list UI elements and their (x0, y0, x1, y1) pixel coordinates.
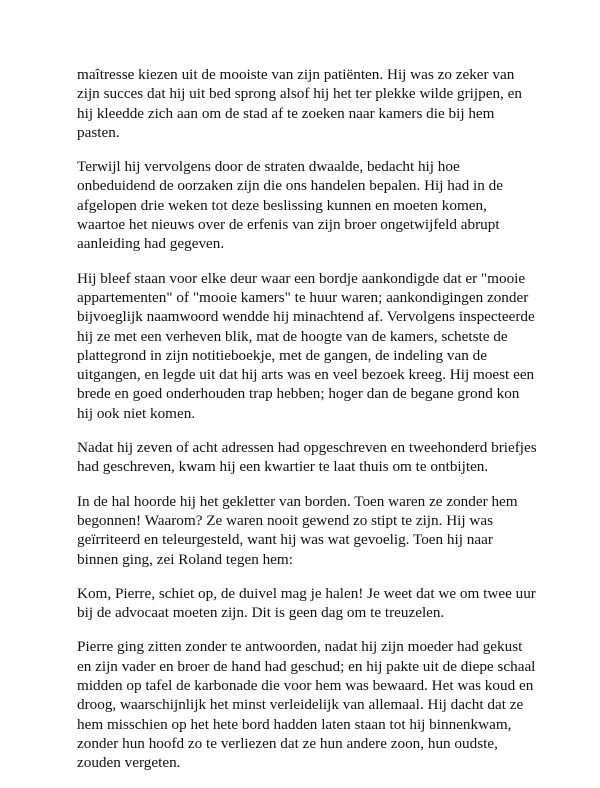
paragraph: In de hal hoorde hij het gekletter van borden. Toen waren ze zonder hem begonnen! Waarom? Ze waren nooit gewend zo stipt te zijn. Hij was geïrriteerd en teleurgesteld, want hij was wat gevoelig. Toen hij naar binnen ging, zei Roland tegen hem: (77, 492, 518, 568)
paragraph: Nadat hij zeven of acht adressen had opgeschreven en tweehonderd briefjes had geschreven, kwam hij een kwartier te laat thuis om te ontbijten. (77, 439, 537, 476)
paragraph: maîtresse kiezen uit de mooiste van zijn patiënten. Hij was zo zeker van zijn succes dat hij uit bed sprong alsof hij het ter plekke wilde grijpen, en hij kleedde zich aan om de stad af te zoeken naar kamers die bij hem pasten. (77, 66, 522, 141)
document-page (77, 65, 537, 788)
paragraph: Hij bleef staan voor elke deur waar een bordje aankondigde dat er "mooie appartementen" of "mooie kamers" te huur waren; aankondigingen zonder bijvoeglijk naamwoord wendde hij minachtend af. Vervolgens inspecteerde hij ze met een verheven blik, mat de hoogte van de kamers, schetste de plattegrond in zijn notitieboekje, met de gangen, de indeling van de uitgangen, en legde uit dat hij arts was en veel bezoek kreeg. Hij moest een brede en goed onderhouden trap hebben; hoger dan de begane grond kon hij ook niet komen. (77, 269, 535, 422)
paragraph: Pierre ging zitten zonder te antwoorden, nadat hij zijn moeder had gekust en zijn vader en broer de hand had geschud; en hij pakte uit de diepe schaal midden op tafel de karbonade die voor hem was bewaard. Het was koud en droog, waarschijnlijk het minst verleidelijk van allemaal. Hij dacht dat ze hem misschien op het hete bord hadden laten staan tot hij binnenkwam, zonder hun hoofd zo te verliezen dat ze hun andere zoon, hun oudste, zouden vergeten. (77, 638, 536, 772)
paragraph: Kom, Pierre, schiet op, de duivel mag je halen! Je weet dat we om twee uur bij de advocaat moeten zijn. Dit is geen dag om te treuzelen. (77, 584, 536, 622)
paragraph: Terwijl hij vervolgens door de straten dwaalde, bedacht hij hoe onbeduidend de oorzaken zijn die ons handelen bepalen. Hij had in de afgelopen drie weken tot deze beslissing kunnen en moeten komen, waartoe het nieuws over de erfenis van zijn broer ongetwijfeld abrupt aanleiding had gegeven. (77, 158, 503, 253)
